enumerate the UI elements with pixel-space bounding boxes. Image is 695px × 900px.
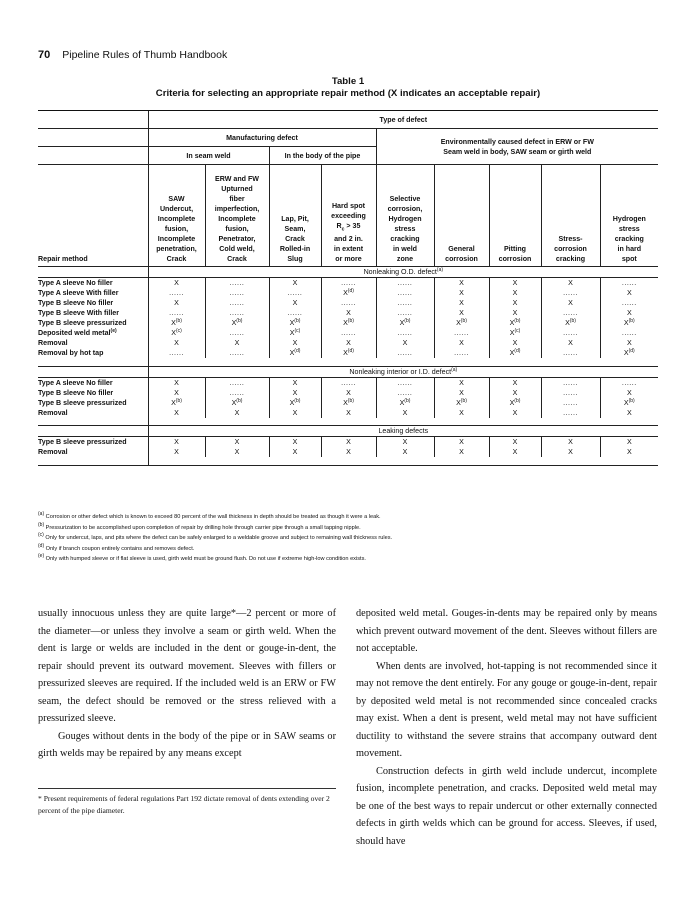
table-cell: ...... xyxy=(376,298,434,308)
table-cell: $X^{(d)}$ xyxy=(321,348,376,358)
table-cell: $X^{(b)}$ xyxy=(269,318,321,328)
header-line: fusion, xyxy=(225,225,249,233)
row-spacer xyxy=(38,457,148,465)
environmental-defect-header xyxy=(376,129,658,165)
table-footnotes xyxy=(38,512,658,565)
note-mark: (d) xyxy=(294,348,301,354)
repair-method-cell: Type A sleeve With filler xyxy=(38,289,119,297)
note-mark: (b) xyxy=(460,397,467,404)
row-spacer xyxy=(38,418,148,426)
table-cell: ...... xyxy=(148,348,205,358)
header-line: cracking xyxy=(614,235,644,243)
table-cell: X xyxy=(321,308,376,318)
table-cell: X xyxy=(600,338,658,348)
repair-method-cell: Type B sleeve pressurized xyxy=(38,437,148,448)
footnote-mark: (e) xyxy=(38,553,45,560)
header-line: Crack xyxy=(285,235,305,243)
table-cell: ...... xyxy=(600,377,658,388)
footnote-divider xyxy=(38,788,336,789)
row-spacer xyxy=(148,457,658,465)
table-row xyxy=(38,348,658,358)
body-paragraph: Gouges without dents in the body of the pipe or in SAW seams or girth welds may be repaired by any means except xyxy=(38,730,336,759)
table-cell: ...... xyxy=(321,328,376,338)
header-line: Pitting xyxy=(503,245,527,253)
table-cell: X xyxy=(205,338,269,348)
table-cell: ...... xyxy=(205,278,269,289)
table-cell: ...... xyxy=(321,278,376,289)
hardness-value: > 35 xyxy=(344,221,361,230)
header-line: cracking xyxy=(390,235,420,243)
header-line: Seam, xyxy=(284,225,306,233)
table-cell: X xyxy=(489,288,541,298)
table-cell: ...... xyxy=(541,388,600,398)
repair-method-cell: Type B sleeve No filler xyxy=(38,299,114,307)
table-cell: X xyxy=(376,437,434,448)
header-line: SAW xyxy=(168,195,185,203)
table-cell: ...... xyxy=(376,278,434,289)
table-cell: X xyxy=(269,278,321,289)
table-cell: X xyxy=(489,298,541,308)
note-mark: (d) xyxy=(628,348,635,354)
table-cell: $X^{(d)}$ xyxy=(600,348,658,358)
table-cell: $X^{(b)}$ xyxy=(148,398,205,408)
table-cell: X xyxy=(434,377,489,388)
table-cell: ...... xyxy=(376,348,434,358)
header-line: fusion, xyxy=(164,225,189,233)
header-line: corrosion xyxy=(498,255,532,263)
table-cell: X xyxy=(321,338,376,348)
table-row xyxy=(38,288,658,298)
table-heading xyxy=(38,76,658,100)
header-line: Incomplete xyxy=(157,235,196,243)
table-cell: ...... xyxy=(205,328,269,338)
header-line: Undercut, xyxy=(159,205,194,213)
table-cell: X xyxy=(269,447,321,457)
table-cell: ...... xyxy=(376,288,434,298)
table-cell: X xyxy=(489,377,541,388)
repair-method-cell: Type B sleeve pressurized xyxy=(38,398,127,407)
section-title: Nonleaking interior or I.D. defect xyxy=(349,367,452,376)
footnote-text: Corrosion or other defect which is known to exceed 80 percent of the wall thickness in depth should be treated as though it were a leak. xyxy=(44,514,381,520)
footnote xyxy=(38,523,658,534)
row-spacer xyxy=(148,358,658,366)
footnote-text: Only with humped sleeve or if flat sleeve is used, girth weld must be ground flush. Do not use if extreme high-low condition exists. xyxy=(44,556,366,563)
table-row xyxy=(38,408,658,418)
table-cell: X xyxy=(321,437,376,448)
header-line: Lap, Pit, xyxy=(281,215,309,223)
footnote-text: Only for undercut, laps, and pits where the defect can be safely enlarged to a weldable groove and subject to remaining wall thickness rules. xyxy=(43,535,393,542)
hardness-subscript: c xyxy=(341,226,345,232)
header-line: corrosion xyxy=(554,245,587,253)
table-cell: $X^{(b)}$ xyxy=(376,318,434,328)
table-cell: X xyxy=(489,278,541,289)
header-line: Crack xyxy=(227,255,247,263)
table-cell: $X^{(b)}$ xyxy=(321,318,376,328)
table-cell: X xyxy=(600,437,658,448)
footnote-text: Pressurization to be accomplished upon completion of repair by drilling hole through carrier pipe through a small tapping nipple. xyxy=(44,524,361,531)
header-line: General xyxy=(448,245,475,253)
table-cell: ...... xyxy=(205,298,269,308)
table-cell: X xyxy=(269,338,321,348)
table-cell: X xyxy=(600,288,658,298)
table-cell: X xyxy=(434,288,489,298)
table-cell: $X^{(b)}$ xyxy=(541,318,600,328)
table-cell: ...... xyxy=(541,328,600,338)
table-cell: X xyxy=(434,447,489,457)
table-cell: ...... xyxy=(205,308,269,318)
table-cell: X xyxy=(321,447,376,457)
table-cell: ...... xyxy=(434,328,489,338)
repair-table xyxy=(38,110,658,466)
table-cell: ...... xyxy=(321,298,376,308)
table-row xyxy=(38,398,658,408)
table-cell: X xyxy=(434,278,489,289)
table-cell: ...... xyxy=(205,377,269,388)
note-mark: (b) xyxy=(628,397,635,404)
repair-method-cell: Removal xyxy=(38,339,68,347)
table-cell: X xyxy=(148,388,205,398)
table-cell: X xyxy=(600,388,658,398)
header-line: zone xyxy=(396,255,414,263)
note-mark: (b) xyxy=(294,318,301,324)
section-spacer xyxy=(38,366,148,377)
table-cell: X xyxy=(269,377,321,388)
manufacturing-defect-header: Manufacturing defect xyxy=(148,129,376,147)
table-cell: X xyxy=(148,338,205,348)
table-cell: $X^{(b)}$ xyxy=(269,398,321,408)
header-line: Upturned xyxy=(221,185,253,193)
table-cell: ...... xyxy=(541,288,600,298)
table-cell: ...... xyxy=(148,308,205,318)
table-cell: X xyxy=(541,338,600,348)
table-cell: ...... xyxy=(541,308,600,318)
header-line: or more xyxy=(335,255,362,263)
repair-method-cell: Type A sleeve No filler xyxy=(38,377,148,388)
table-cell: $X^{(b)}$ xyxy=(434,318,489,328)
table-cell: X xyxy=(205,447,269,457)
table-cell: $X^{(b)}$ xyxy=(205,318,269,328)
header-line: stress xyxy=(618,225,640,233)
table-cell: ...... xyxy=(321,377,376,388)
table-cell: X xyxy=(321,388,376,398)
table-cell: X xyxy=(205,408,269,418)
header-line: Incomplete xyxy=(157,215,196,223)
header-line: Stress- xyxy=(558,235,583,243)
table-cell: $X^{(b)}$ xyxy=(434,398,489,408)
table-cell: X xyxy=(434,308,489,318)
table-row xyxy=(38,388,658,398)
table-cell: X xyxy=(434,388,489,398)
header-line: $R_c > 35$ xyxy=(336,221,361,232)
table-cell: $X^{(b)}$ xyxy=(489,318,541,328)
table-cell: ...... xyxy=(205,288,269,298)
table-cell: ...... xyxy=(205,388,269,398)
header-line: Hydrogen xyxy=(388,215,422,223)
header-line: Cold weld, xyxy=(219,245,255,253)
table-cell: ...... xyxy=(205,348,269,358)
column-header xyxy=(489,165,541,267)
header-line: in extent xyxy=(333,245,364,253)
note-mark: (b) xyxy=(514,397,521,404)
table-row xyxy=(38,328,658,338)
header-line: Slug xyxy=(287,255,303,263)
header-line: corrosion, xyxy=(387,205,423,213)
column-header xyxy=(205,165,269,267)
in-seam-weld-header: In seam weld xyxy=(148,147,269,165)
note-mark: (b) xyxy=(236,318,243,324)
repair-method-cell: Type B sleeve With filler xyxy=(38,309,120,317)
table-cell: X xyxy=(148,298,205,308)
repair-method-cell: Deposited weld metal$^{(e)}$ xyxy=(38,328,117,337)
section-title: Leaking defects xyxy=(378,427,429,435)
table-cell: ...... xyxy=(376,328,434,338)
footnote-text: Only if branch coupon entirely contains and removes defect. xyxy=(44,545,195,552)
table-cell: X xyxy=(600,408,658,418)
table-cell: X xyxy=(434,437,489,448)
header-line: and 2 in. xyxy=(334,235,363,243)
table-cell: $X^{(c)}$ xyxy=(489,328,541,338)
header-line: Rolled-in xyxy=(279,245,311,253)
body-paragraph: deposited weld metal. Gouges-in-dents may be repaired only by means which prevent outward movement of the dent. Sleeves without fillers are not acceptable. xyxy=(356,608,657,654)
header-line: Incomplete xyxy=(218,215,256,223)
table-cell: ...... xyxy=(376,308,434,318)
table-cell: X xyxy=(148,278,205,289)
header-line: Hard spot xyxy=(331,201,366,210)
table-cell: X xyxy=(148,377,205,388)
note-mark: (b) xyxy=(347,318,354,324)
note-mark: (c) xyxy=(175,328,182,334)
row-spacer xyxy=(38,358,148,366)
note-mark: (b) xyxy=(347,397,354,404)
note-mark: (b) xyxy=(628,318,635,324)
header-line: in hard xyxy=(617,245,642,253)
table-cell: ...... xyxy=(269,308,321,318)
table-cell: $X^{(d)}$ xyxy=(489,348,541,358)
repair-method-header: Repair method xyxy=(38,165,148,267)
table-row xyxy=(38,308,658,318)
table-cell: X xyxy=(489,308,541,318)
column-header xyxy=(321,165,376,267)
footnote xyxy=(38,533,658,544)
note-mark: (a) xyxy=(436,267,444,273)
table-cell: $X^{(b)}$ xyxy=(376,398,434,408)
table-cell: X xyxy=(434,298,489,308)
table-cell: $X^{(b)}$ xyxy=(489,398,541,408)
table-cell: X xyxy=(541,298,600,308)
book-title: Pipeline Rules of Thumb Handbook xyxy=(62,49,228,61)
footnote xyxy=(38,512,658,523)
repair-method-cell: Removal xyxy=(38,448,68,456)
note-mark: (b) xyxy=(569,318,576,324)
table-cell: X xyxy=(376,408,434,418)
footnote-mark: (b) xyxy=(38,521,45,528)
note-mark: (b) xyxy=(175,318,182,324)
table-cell: ...... xyxy=(541,348,600,358)
header-line: exceeding xyxy=(331,211,366,220)
repair-criteria-table xyxy=(38,110,658,466)
body-column-right xyxy=(356,605,657,850)
note-mark: (c) xyxy=(514,328,521,334)
header-line: spot xyxy=(621,255,637,263)
note-mark: (e) xyxy=(110,328,117,334)
table-cell: X xyxy=(541,437,600,448)
table-cell: X xyxy=(541,447,600,457)
table-cell: ...... xyxy=(148,288,205,298)
table-row xyxy=(38,437,658,448)
section-header xyxy=(148,366,658,377)
footnote xyxy=(38,544,658,555)
table-cell: $X^{(d)}$ xyxy=(321,288,376,298)
section-header xyxy=(148,426,658,437)
table-cell: X xyxy=(269,388,321,398)
table-cell: X xyxy=(434,338,489,348)
table-cell: X xyxy=(269,437,321,448)
table-cell: ...... xyxy=(376,377,434,388)
header-line: imperfection, xyxy=(214,205,260,213)
header-line: ERW and FW xyxy=(214,175,259,183)
table-cell: X xyxy=(434,408,489,418)
type-of-defect-header: Type of defect xyxy=(148,111,658,129)
repair-method-cell: Removal xyxy=(38,408,68,417)
table-cell: $X^{(b)}$ xyxy=(600,318,658,328)
table-cell: X xyxy=(489,408,541,418)
section-spacer xyxy=(38,426,148,437)
body-paragraph: When dents are involved, hot-tapping is not recommended since it may not remove the dent entirely. For any gouge or gouge-in-dent, repair by deposited weld metal is not recommended since concealed cracks may exist. When a dent is present, weld metal may not have sufficient ductility to withstand the severe strains that accompany outward dent movement. xyxy=(356,660,657,759)
repair-method-cell: Type A sleeve No filler xyxy=(38,278,148,289)
table-cell: X xyxy=(321,408,376,418)
table-cell: ...... xyxy=(541,408,600,418)
header-line: Hydrogen xyxy=(612,215,646,223)
table-cell: ...... xyxy=(376,388,434,398)
table-cell: X xyxy=(489,447,541,457)
row-spacer xyxy=(148,418,658,426)
note-mark: (b) xyxy=(460,318,467,324)
body-column-left xyxy=(38,605,336,763)
table-body xyxy=(38,267,658,466)
table-cell: X xyxy=(148,447,205,457)
header-line: corrosion xyxy=(445,255,478,263)
header-line: in weld xyxy=(392,245,418,253)
body-paragraph: usually innocuous unless they are quite large*—2 percent or more of the diameter—or unless they involve a seam or girth weld. When the dent is large or welds are included in the dent or gouge-in-dent, the repair should prevent its outward movement. Sleeves with fillers or pressurized sleeves are required. If the included weld is an ERW or FW seam, the defect should be removed or the stress relieved with a pressurized sleeve. xyxy=(38,608,336,724)
column-header xyxy=(434,165,489,267)
table-cell: X xyxy=(489,338,541,348)
header-line: stress xyxy=(394,225,416,233)
environmental-line-1: Environmentally caused defect in ERW or FW xyxy=(440,137,594,146)
table-cell: ...... xyxy=(434,348,489,358)
table-cell: X xyxy=(269,408,321,418)
header-line: fiber xyxy=(229,195,245,203)
table-cell: ...... xyxy=(600,278,658,289)
table-cell: X xyxy=(489,388,541,398)
note-mark: (a) xyxy=(451,366,458,373)
table-cell: X xyxy=(541,278,600,289)
column-header xyxy=(600,165,658,267)
section-header xyxy=(148,267,658,278)
table-cell: ...... xyxy=(600,328,658,338)
table-cell: ...... xyxy=(541,398,600,408)
table-cell: $X^{(b)}$ xyxy=(148,318,205,328)
table-cell: X xyxy=(205,437,269,448)
repair-method-cell: Type B sleeve No filler xyxy=(38,388,114,397)
note-mark: (b) xyxy=(404,397,411,404)
table-cell: X xyxy=(148,437,205,448)
table-cell: $X^{(b)}$ xyxy=(321,398,376,408)
table-cell: $X^{(b)}$ xyxy=(205,398,269,408)
table-cell: $X^{(c)}$ xyxy=(148,328,205,338)
footnote-mark: (c) xyxy=(38,532,44,539)
note-mark: (b) xyxy=(175,397,182,404)
table-row xyxy=(38,318,658,328)
page-number: 70 xyxy=(38,49,51,61)
running-header xyxy=(38,49,227,61)
repair-method-cell: Removal by hot tap xyxy=(38,349,104,357)
table-cell: X xyxy=(489,437,541,448)
section-spacer xyxy=(38,267,148,278)
footnote-mark: (d) xyxy=(38,542,45,549)
footnote xyxy=(38,554,658,565)
table-row xyxy=(38,278,658,289)
header-line: penetration, xyxy=(156,245,197,253)
table-label: Table 1 xyxy=(331,76,365,87)
table-caption: Criteria for selecting an appropriate repair method (X indicates an acceptable repair) xyxy=(155,88,541,99)
table-cell: X xyxy=(600,447,658,457)
page-footnote: * Present requirements of federal regulations Part 192 dictate removal of dents extending over 2 percent of the pipe diameter. xyxy=(38,794,330,815)
repair-method-cell: Type B sleeve pressurized xyxy=(38,319,127,327)
note-mark: (b) xyxy=(404,318,411,324)
in-body-header: In the body of the pipe xyxy=(269,147,376,165)
column-header xyxy=(269,165,321,267)
table-cell: $X^{(d)}$ xyxy=(269,348,321,358)
header-line: Crack xyxy=(166,255,187,263)
table-row xyxy=(38,447,658,457)
section-title: Nonleaking O.D. defect xyxy=(363,268,437,276)
table-cell: ...... xyxy=(269,288,321,298)
note-mark: (c) xyxy=(294,328,301,334)
table-cell: $X^{(b)}$ xyxy=(600,398,658,408)
header-line: Penetrator, xyxy=(218,235,256,243)
table-cell: X xyxy=(376,447,434,457)
table-cell: ...... xyxy=(600,298,658,308)
footnote-mark: (a) xyxy=(38,511,45,517)
table-cell: $X^{(c)}$ xyxy=(269,328,321,338)
note-mark: (b) xyxy=(294,397,301,404)
table-row xyxy=(38,298,658,308)
note-mark: (d) xyxy=(514,348,521,354)
column-header xyxy=(376,165,434,267)
header-line: Selective xyxy=(389,195,421,203)
environmental-line-2: Seam weld in body, SAW seam or girth weld xyxy=(443,147,592,156)
table-row xyxy=(38,338,658,348)
table-cell: X xyxy=(148,408,205,418)
body-paragraph: Construction defects in girth weld include undercut, incomplete fusion, incomplete penetration, and cracks. Deposited weld metal may be one of the best ways to repair undercut or other externally connected defects in girth welds which can be ground for access. Sleeves, if used, should have xyxy=(356,765,657,847)
note-mark: (b) xyxy=(236,397,243,404)
table-row xyxy=(38,377,658,388)
note-mark: (b) xyxy=(514,318,521,324)
table-cell: X xyxy=(376,338,434,348)
table-cell: X xyxy=(269,298,321,308)
table-cell: X xyxy=(600,308,658,318)
note-mark: (d) xyxy=(347,288,354,294)
column-header xyxy=(541,165,600,267)
column-header xyxy=(148,165,205,267)
header-line: cracking xyxy=(555,255,586,263)
note-mark: (d) xyxy=(347,348,354,354)
table-cell: ...... xyxy=(541,377,600,388)
